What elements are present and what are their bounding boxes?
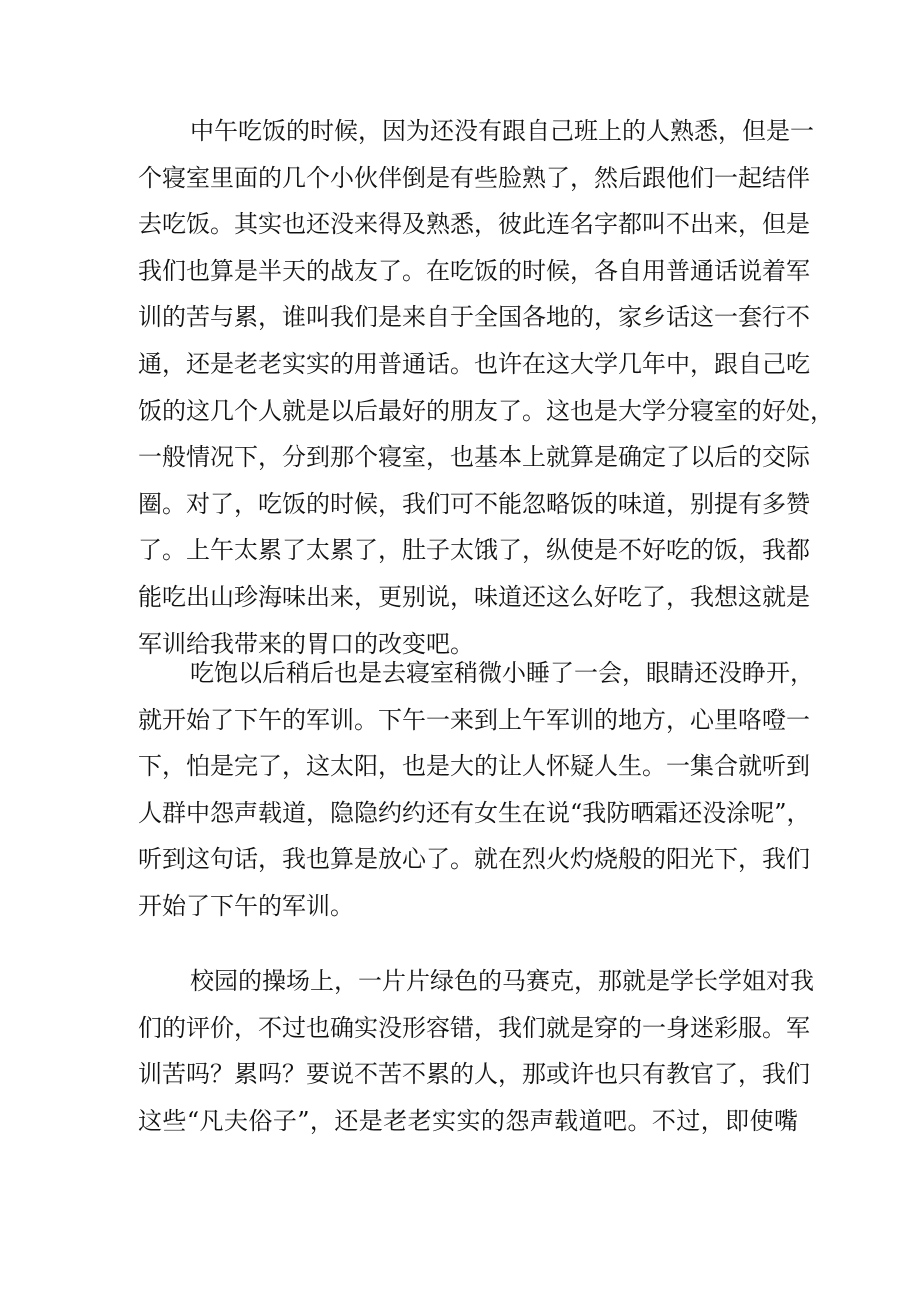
text-line: 通，还是老老实实的用普通话。也许在这大学几年中，跟自己吃	[138, 349, 810, 378]
text-line: 了。上午太累了太累了，肚子太饿了，纵使是不好吃的饭，我都	[138, 536, 810, 565]
text-line: 开始了下午的军训。	[138, 891, 354, 920]
paragraph-playground	[138, 958, 814, 1144]
text-line: 就开始了下午的军训。下午一来到上午军训的地方，心里咯噔一	[138, 705, 810, 734]
paragraph-lunch	[138, 108, 834, 667]
text-line: 训苦吗？累吗？要说不苦不累的人，那或许也只有教官了，我们	[138, 1060, 810, 1089]
text-line: 个寝室里面的几个小伙伴倒是有些脸熟了，然后跟他们一起结伴	[138, 163, 810, 192]
text-line: 们的评价，不过也确实没形容错，我们就是穿的一身迷彩服。军	[138, 1013, 810, 1042]
text-line: 我们也算是半天的战友了。在吃饭的时候，各自用普通话说着军	[138, 256, 810, 285]
text-line: 校园的操场上，一片片绿色的马赛克，那就是学长学姐对我	[190, 967, 814, 995]
text-line: 吃饱以后稍后也是去寝室稍微小睡了一会，眼睛还没睁开，	[190, 659, 814, 687]
text-line: 军训给我带来的胃口的改变吧。	[138, 629, 474, 658]
text-line: 饭的这几个人就是以后最好的朋友了。这也是大学分寝室的好处，	[138, 396, 834, 425]
paragraph-afternoon	[138, 650, 814, 930]
text-line: 去吃饭。其实也还没来得及熟悉，彼此连名字都叫不出来，但是	[138, 210, 810, 239]
text-line: 一般情况下，分到那个寝室，也基本上就算是确定了以后的交际	[138, 443, 810, 472]
text-line: 中午吃饭的时候，因为还没有跟自己班上的人熟悉，但是一	[190, 117, 814, 145]
text-line: 下，怕是完了，这太阳，也是大的让人怀疑人生。一集合就听到	[138, 752, 810, 781]
text-line: 训的苦与累，谁叫我们是来自于全国各地的，家乡话这一套行不	[138, 303, 810, 332]
text-line: 能吃出山珍海味出来，更别说，味道还这么好吃了，我想这就是	[138, 582, 810, 611]
text-line: 听到这句话，我也算是放心了。就在烈火灼烧般的阳光下，我们	[138, 845, 810, 874]
text-line: 这些“凡夫俗子”，还是老老实实的怨声载道吧。不过，即使嘴	[138, 1106, 798, 1135]
text-line: 人群中怨声载道，隐隐约约还有女生在说“我防晒霜还没涂呢”，	[138, 798, 811, 827]
text-line: 圈。对了，吃饭的时候，我们可不能忽略饭的味道，别提有多赞	[138, 489, 810, 518]
